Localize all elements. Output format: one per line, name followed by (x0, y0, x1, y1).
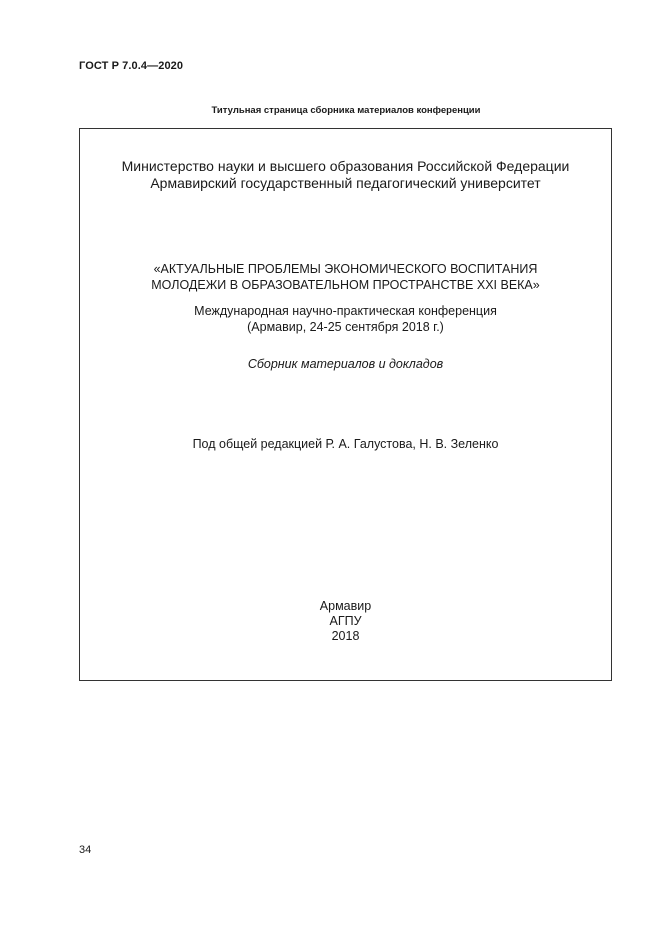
conference-type: Международная научно-практическая конференция (194, 304, 497, 318)
conference-title-line-2: МОЛОДЕЖИ В ОБРАЗОВАТЕЛЬНОМ ПРОСТРАНСТВЕ XXI ВЕКА» (151, 278, 540, 292)
ministry-name: Министерство науки и высшего образования Российской Федерации (121, 158, 570, 174)
university-name: Армавирский государственный педагогический университет (150, 175, 541, 191)
page-number: 34 (79, 844, 92, 856)
ministry-block (80, 158, 611, 192)
conference-title (80, 261, 611, 293)
collection-type: Сборник материалов и докладов (247, 357, 444, 371)
figure-caption: Титульная страница сборника материалов конференции (211, 105, 481, 116)
editors-line: Под общей редакцией Р. А. Галустова, Н. В. Зеленко (192, 437, 499, 451)
conference-place-date: (Армавир, 24-25 сентября 2018 г.) (247, 320, 444, 334)
imprint-city: Армавир (319, 599, 372, 613)
imprint-publisher: АГПУ (329, 614, 362, 628)
conference-info (80, 303, 611, 335)
imprint-block (80, 599, 611, 644)
title-page-frame (79, 128, 612, 681)
conference-title-line-1: «АКТУАЛЬНЫЕ ПРОБЛЕМЫ ЭКОНОМИЧЕСКОГО ВОСПИТАНИЯ (153, 262, 538, 276)
imprint-year: 2018 (331, 629, 360, 643)
document-standard-header: ГОСТ Р 7.0.4—2020 (79, 60, 184, 72)
